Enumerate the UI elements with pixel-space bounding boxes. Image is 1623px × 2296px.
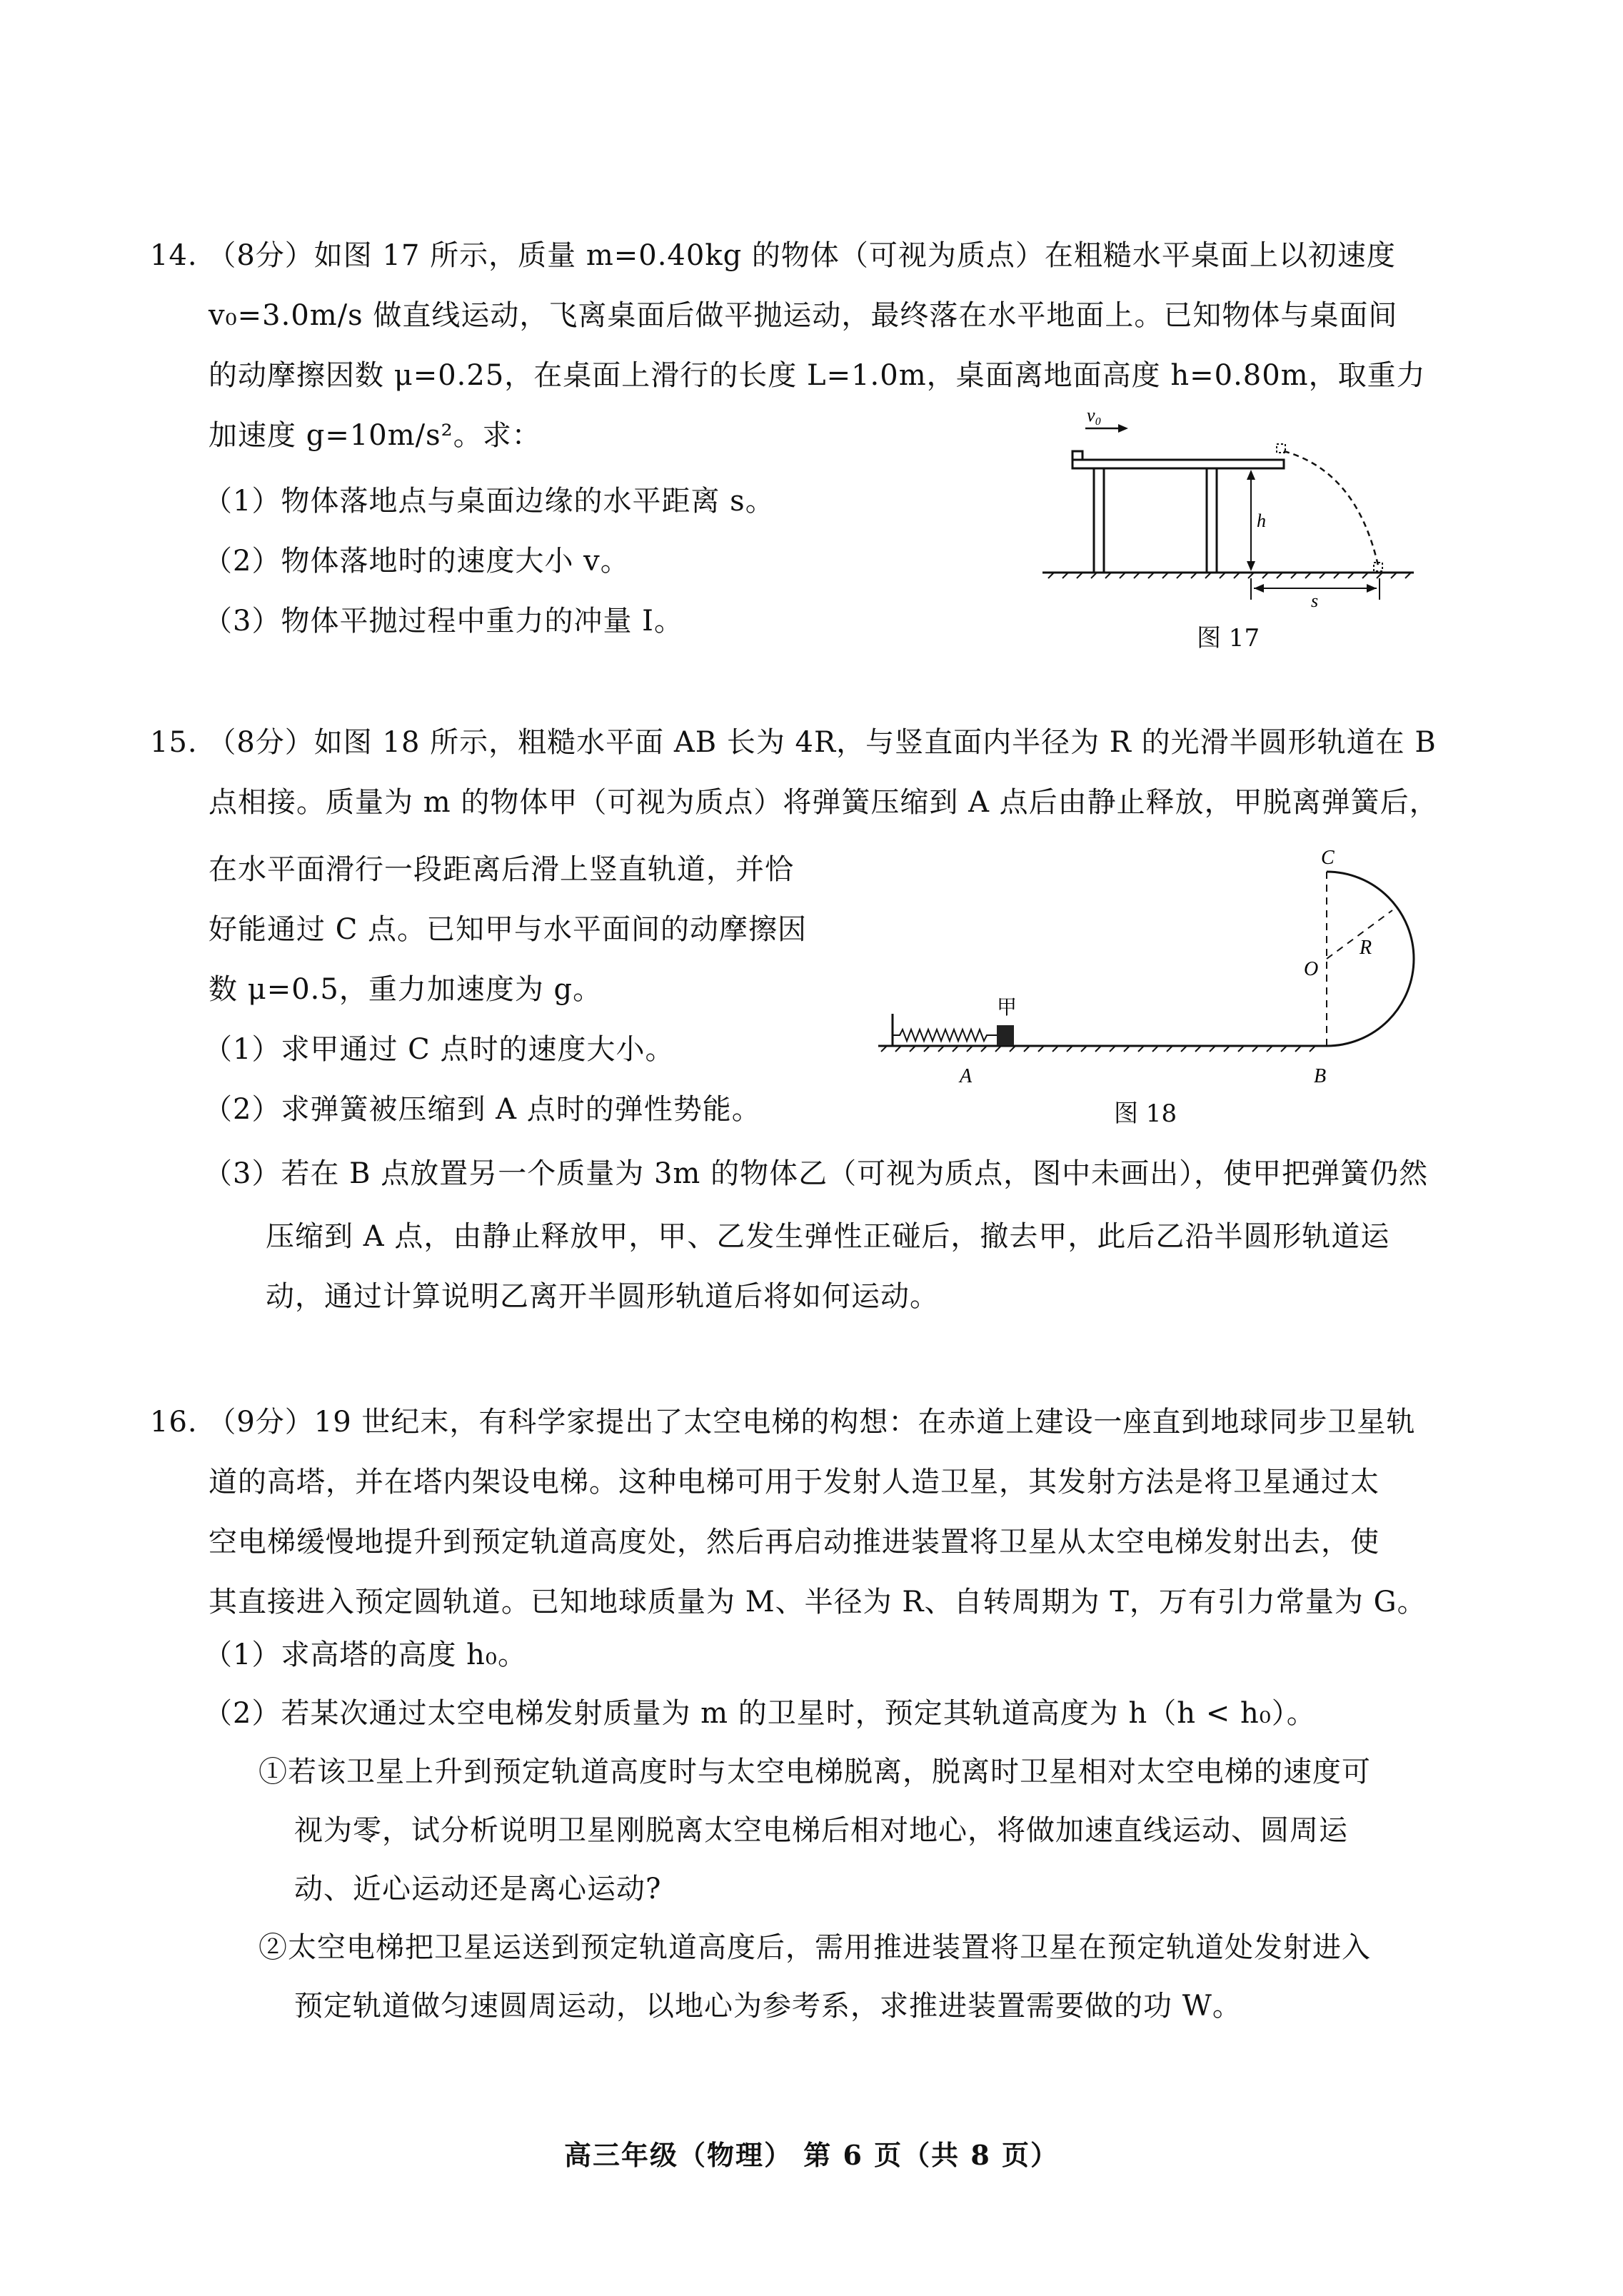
block-jia (997, 1025, 1014, 1045)
q16-line-4: 其直接进入预定圆轨道。已知地球质量为 M、半径为 R、自转周期为 T，万有引力常量为 G。 (208, 1586, 1427, 1618)
q15-sub-1: （1）求甲通过 C 点时的速度大小。 (203, 1033, 675, 1066)
q14-line-1: 14. （8分）如图 17 所示，质量 m=0.40kg 的物体（可视为质点）在粗糙水平桌面上以初速度 (150, 239, 1396, 272)
label-h: h (1257, 510, 1266, 531)
q16-sub-1: （1）求高塔的高度 h₀。 (203, 1638, 527, 1671)
q16-circle-2a: ②太空电梯把卫星运送到预定轨道高度后，需用推进装置将卫星在预定轨道处发射进入 (258, 1931, 1371, 1964)
q15-sub-3a: （3）若在 B 点放置另一个质量为 3m 的物体乙（可视为质点，图中未画出），使甲把弹簧仍然 (203, 1157, 1429, 1190)
label-R: R (1360, 937, 1372, 959)
label-A: A (960, 1065, 973, 1087)
q15-line-3: 在水平面滑行一段距离后滑上竖直轨道，并恰 (208, 853, 794, 886)
q14-sub-2: （2）物体落地时的速度大小 v。 (203, 545, 630, 578)
q16-line-2: 道的高塔，并在塔内架设电梯。这种电梯可用于发射人造卫星，其发射方法是将卫星通过太 (208, 1466, 1380, 1499)
q15-line-4: 好能通过 C 点。已知甲与水平面间的动摩擦因 (208, 913, 808, 946)
trajectory (1284, 451, 1378, 565)
q14-sub-1: （1）物体落地点与桌面边缘的水平距离 s。 (203, 485, 775, 518)
label-C: C (1321, 847, 1335, 869)
q15-sub-2: （2）求弹簧被压缩到 A 点时的弹性势能。 (203, 1093, 761, 1126)
page-footer: 高三年级（物理） 第 6 页（共 8 页） (563, 2139, 1060, 2171)
q16-line-1: 16. （9分）19 世纪末，有科学家提出了太空电梯的构想：在赤道上建设一座直到地球同步卫星轨 (150, 1406, 1416, 1439)
q15-line-5: 数 μ=0.5，重力加速度为 g。 (208, 973, 603, 1006)
q15-line-1: 15. （8分）如图 18 所示，粗糙水平面 AB 长为 4R，与竖直面内半径为 R 的光滑半圆形轨道在 B (150, 726, 1437, 759)
table-leg-left (1094, 468, 1104, 573)
figure-18 (864, 842, 1435, 1092)
table-top (1072, 460, 1284, 468)
figure-17-caption: 图 17 (1197, 624, 1260, 653)
label-O: O (1304, 958, 1319, 980)
spring (893, 1029, 997, 1041)
figure-18-caption: 图 18 (1114, 1099, 1177, 1128)
q15-line-2: 点相接。质量为 m 的物体甲（可视为质点）将弹簧压缩到 A 点后由静止释放，甲脱离弹簧后， (208, 786, 1439, 819)
q16-circle-2b: 预定轨道做匀速圆周运动，以地心为参考系，求推进装置需要做的功 W。 (294, 1990, 1242, 2023)
label-s: s (1311, 590, 1319, 611)
q14-sub-3: （3）物体平抛过程中重力的冲量 I。 (203, 605, 683, 638)
semicircle-track (1327, 872, 1414, 1046)
figure-17 (1028, 400, 1428, 611)
q16-circle-1c: 动、近心运动还是离心运动? (294, 1873, 662, 1905)
q14-line-2: v₀=3.0m/s 做直线运动，飞离桌面后做平抛运动，最终落在水平地面上。已知物体与桌面间 (208, 299, 1398, 332)
q14-line-3: 的动摩擦因数 μ=0.25，在桌面上滑行的长度 L=1.0m，桌面离地面高度 h=0.80m，取重力 (208, 359, 1426, 392)
table-leg-right (1207, 468, 1217, 573)
label-jia: 甲 (997, 995, 1017, 1019)
label-B: B (1314, 1065, 1327, 1087)
q16-circle-1b: 视为零，试分析说明卫星刚脱离太空电梯后相对地心，将做加速直线运动、圆周运 (294, 1814, 1348, 1847)
q15-sub-3c: 动，通过计算说明乙离开半圆形轨道后将如何运动。 (266, 1280, 939, 1313)
q16-circle-1a: ①若该卫星上升到预定轨道高度时与太空电梯脱离，脱离时卫星相对太空电梯的速度可 (258, 1756, 1371, 1788)
q16-line-3: 空电梯缓慢地提升到预定轨道高度处，然后再启动推进装置将卫星从太空电梯发射出去，使 (208, 1526, 1380, 1559)
q15-sub-3b: 压缩到 A 点，由静止释放甲，甲、乙发生弹性正碰后，撤去甲，此后乙沿半圆形轨道运 (266, 1220, 1390, 1253)
label-v0: v₀ (1087, 405, 1102, 426)
q14-line-4: 加速度 g=10m/s²。求： (208, 419, 541, 452)
q16-sub-2: （2）若某次通过太空电梯发射质量为 m 的卫星时，预定其轨道高度为 h（h < h₀）。 (203, 1697, 1316, 1730)
